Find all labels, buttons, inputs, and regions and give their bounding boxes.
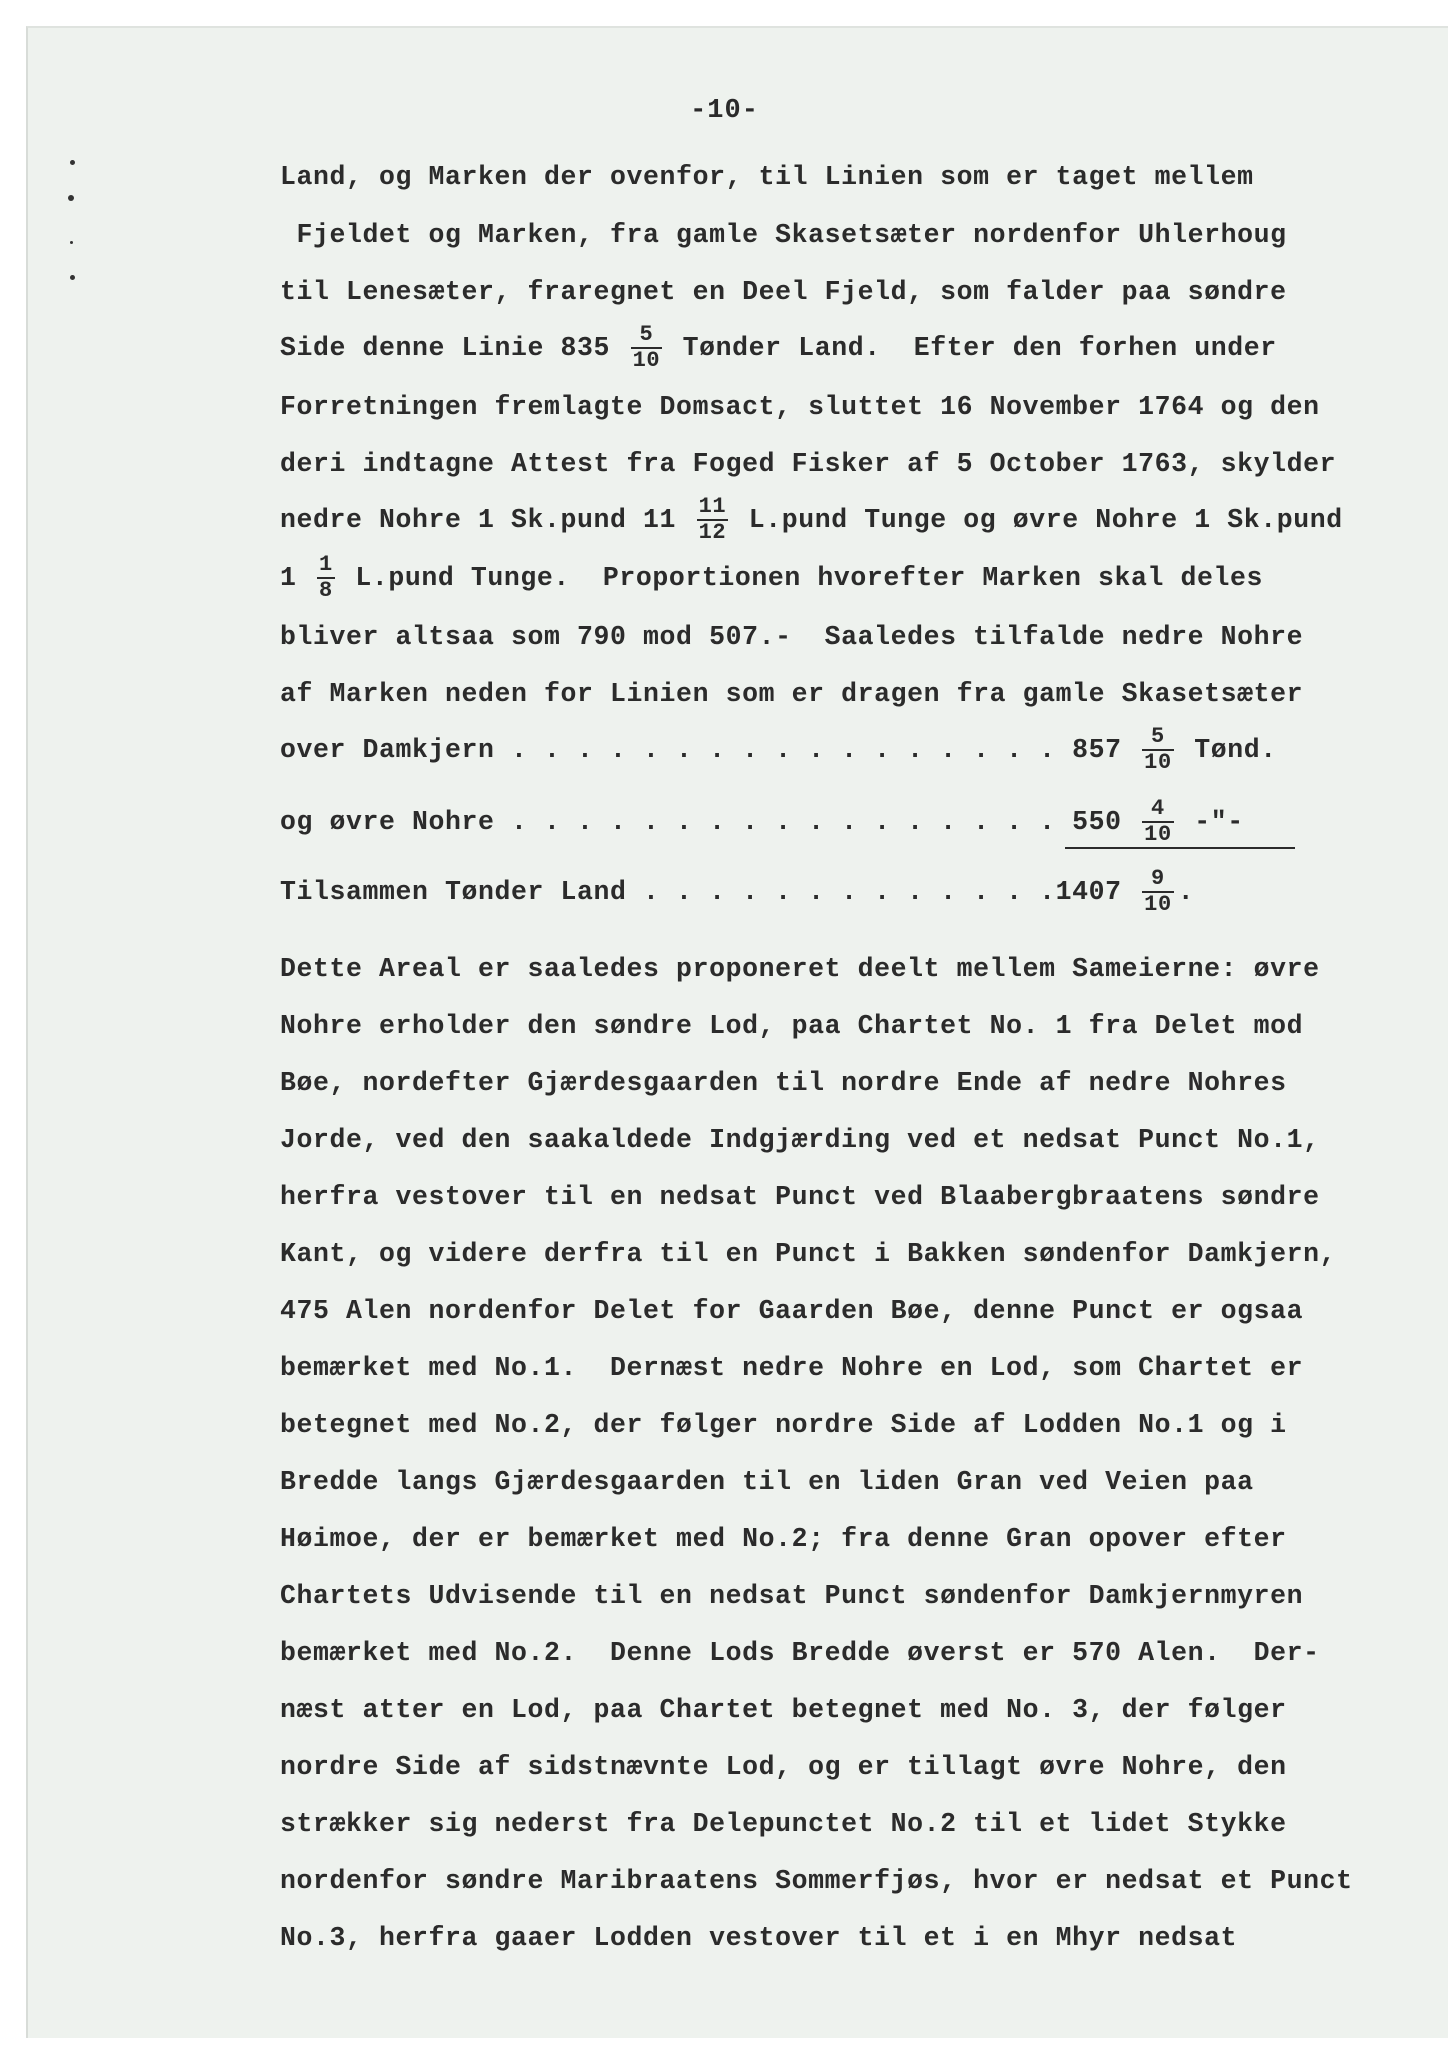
margin-mark	[70, 275, 75, 280]
text-line: herfra vestover til en nedsat Punct ved Blaabergbraatens søndre	[280, 1182, 1320, 1212]
text-line: Bøe, nordefter Gjærdesgaarden til nordre Ende af nedre Nohres	[280, 1068, 1287, 1098]
text-line: Fjeldet og Marken, fra gamle Skasetsæter nordenfor Uhlerhoug	[280, 220, 1287, 250]
text-line: bemærket med No.1. Dernæst nedre Nohre en Lod, som Chartet er	[280, 1353, 1304, 1383]
text-line: Nohre erholder den søndre Lod, paa Chartet No. 1 fra Delet mod	[280, 1011, 1304, 1041]
fraction	[631, 323, 663, 373]
fraction-denominator: 10	[632, 348, 661, 373]
text-line: Bredde langs Gjærdesgaarden til en liden Gran ved Veien paa	[280, 1467, 1254, 1497]
page-number: -10-	[690, 96, 759, 126]
text-line: Chartets Udvisende til en nedsat Punct søndenfor Damkjernmyren	[280, 1581, 1304, 1611]
fraction-denominator: 10	[1144, 822, 1172, 847]
text-line: til Lenesæter, fraregnet en Deel Fjeld, som falder paa søndre	[280, 277, 1287, 307]
fraction-denominator: 10	[1144, 750, 1172, 775]
fraction-numerator: 11	[698, 494, 727, 519]
fraction-numerator: 4	[1151, 796, 1165, 821]
fraction	[317, 553, 335, 603]
text-line: No.3, herfra gaaer Lodden vestover til et i en Mhyr nedsat	[280, 1923, 1238, 1953]
text-segment: .	[1177, 877, 1195, 907]
fraction	[697, 495, 729, 545]
text-line: Land, og Marken der ovenfor, til Linien som er taget mellem	[280, 162, 1254, 192]
text-line: bliver altsaa som 790 mod 507.- Saaledes tilfalde nedre Nohre	[280, 622, 1304, 652]
text-line: bemærket med No.2. Denne Lods Bredde øverst er 570 Alen. Der-	[280, 1638, 1320, 1668]
text-segment: Tilsammen Tønder Land . . . . . . . . . . . . .1407	[280, 877, 1139, 907]
text-segment: L.pund Tunge. Proportionen hvorefter Marken skal deles	[338, 563, 1263, 593]
text-segment: nedre Nohre 1 Sk.pund 11	[280, 505, 693, 535]
text-line-with-fraction	[280, 548, 1263, 608]
fraction-denominator: 12	[698, 520, 727, 545]
fraction-numerator: 5	[639, 322, 654, 347]
fraction-numerator: 1	[319, 552, 333, 577]
text-line-with-fraction	[280, 490, 1343, 550]
text-line: Dette Areal er saaledes proponeret deelt mellem Sameierne: øvre	[280, 954, 1320, 984]
fraction-numerator: 5	[1151, 724, 1165, 749]
text-line: Kant, og videre derfra til en Punct i Bakken søndenfor Damkjern,	[280, 1239, 1337, 1269]
text-line: Forretningen fremlagte Domsact, sluttet 16 November 1764 og den	[280, 392, 1320, 422]
text-segment: Side denne Linie 835	[280, 333, 627, 363]
text-line: nordenfor søndre Maribraatens Sommerfjøs, hvor er nedsat et Punct	[280, 1866, 1353, 1896]
fraction	[1142, 725, 1174, 775]
text-line: af Marken neden for Linien som er dragen fra gamle Skasetsæter	[280, 679, 1304, 709]
text-segment: over Damkjern . . . . . . . . . . . . . . . . . 857	[280, 735, 1139, 765]
text-segment: L.pund Tunge og øvre Nohre 1 Sk.pund	[732, 505, 1343, 535]
text-segment: og øvre Nohre . . . . . . . . . . . . . . . . . 550	[280, 807, 1139, 837]
fraction-denominator: 8	[319, 578, 333, 603]
text-line: nordre Side af sidstnævnte Lod, og er tillagt øvre Nohre, den	[280, 1752, 1287, 1782]
text-line: Jorde, ved den saakaldede Indgjærding ved et nedsat Punct No.1,	[280, 1125, 1320, 1155]
text-segment: Tønder Land. Efter den forhen under	[666, 333, 1277, 363]
margin-mark	[70, 241, 73, 244]
text-line: deri indtagne Attest fra Foged Fisker af 5 October 1763, skylder	[280, 449, 1337, 479]
text-line: Høimoe, der er bemærket med No.2; fra denne Gran opover efter	[280, 1524, 1287, 1554]
text-line: betegnet med No.2, der følger nordre Side af Lodden No.1 og i	[280, 1410, 1287, 1440]
margin-mark	[70, 160, 75, 165]
text-line-with-fraction	[280, 318, 1277, 378]
tally-line	[280, 792, 1244, 852]
text-line: næst atter en Lod, paa Chartet betegnet med No. 3, der følger	[280, 1695, 1287, 1725]
fraction	[1142, 797, 1174, 847]
text-segment: Tønd.	[1177, 735, 1277, 765]
fraction	[1142, 867, 1174, 917]
text-segment: 1	[280, 563, 314, 593]
fraction-numerator: 9	[1151, 866, 1165, 891]
text-line: strækker sig nederst fra Delepunctet No.2 til et lidet Stykke	[280, 1809, 1287, 1839]
tally-line	[280, 720, 1277, 780]
text-line: 475 Alen nordenfor Delet for Gaarden Bøe, denne Punct er ogsaa	[280, 1296, 1304, 1326]
tally-total-line	[280, 862, 1194, 922]
sum-rule	[1065, 847, 1295, 849]
text-segment: -"-	[1177, 807, 1244, 837]
fraction-denominator: 10	[1144, 892, 1172, 917]
margin-mark	[68, 195, 74, 201]
